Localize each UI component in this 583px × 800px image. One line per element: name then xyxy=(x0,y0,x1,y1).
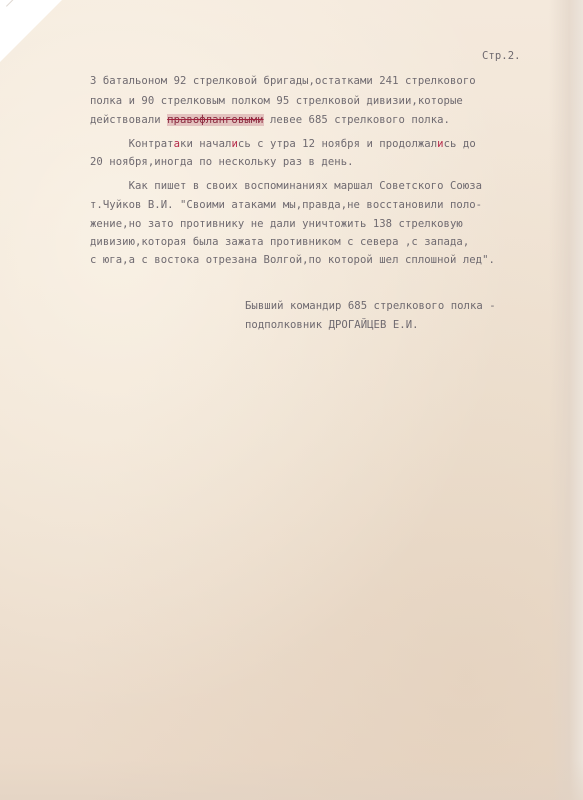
text-line-8: жение,но зато противнику не дали уничтожить 138 стрелковую xyxy=(90,218,463,230)
signature-name: подполковник ДРОГАЙЦЕВ Е.И. xyxy=(245,319,419,331)
handwritten-correction: и xyxy=(437,138,444,150)
text-fragment: сь с утра 12 ноября и продолжал xyxy=(237,138,438,150)
torn-corner xyxy=(0,0,62,62)
text-fragment: Контрат xyxy=(90,138,174,150)
text-line-3 xyxy=(90,114,450,126)
text-fragment: ки начал xyxy=(180,138,232,150)
text-fragment: сь до xyxy=(443,138,476,150)
text-line-2: полка и 90 стрелковым полком 95 стрелковой дивизии,которые xyxy=(90,95,463,107)
text-fragment: левее 685 стрелкового полка. xyxy=(263,114,450,126)
handwritten-correction: а xyxy=(173,138,181,150)
text-line-5: 20 ноября,иногда по нескольку раз в день. xyxy=(90,156,354,168)
page-edge-shadow xyxy=(549,0,583,800)
text-line-4 xyxy=(90,138,476,150)
text-line-10: с юга,а с востока отрезана Волгой,по которой шел сплошной лед". xyxy=(90,254,495,266)
struck-out-word: правофланговыми xyxy=(167,114,264,126)
text-line-9: дивизию,которая была зажата противником с севера ,с запада, xyxy=(90,236,470,248)
text-line-7: т.Чуйков В.И. "Своими атаками мы,правда,не восстановили поло- xyxy=(90,199,483,211)
page-bottom-shadow xyxy=(0,760,583,800)
text-line-1: 3 батальоном 92 стрелковой бригады,остатками 241 стрелкового xyxy=(90,75,476,87)
text-line-6: Как пишет в своих воспоминаниях маршал Советского Союза xyxy=(90,180,483,192)
signature-title: Бывший командир 685 стрелкового полка - xyxy=(245,300,496,312)
page-number: Стр.2. xyxy=(482,50,521,62)
text-fragment: действовали xyxy=(90,114,168,126)
handwritten-correction: и xyxy=(231,138,238,150)
